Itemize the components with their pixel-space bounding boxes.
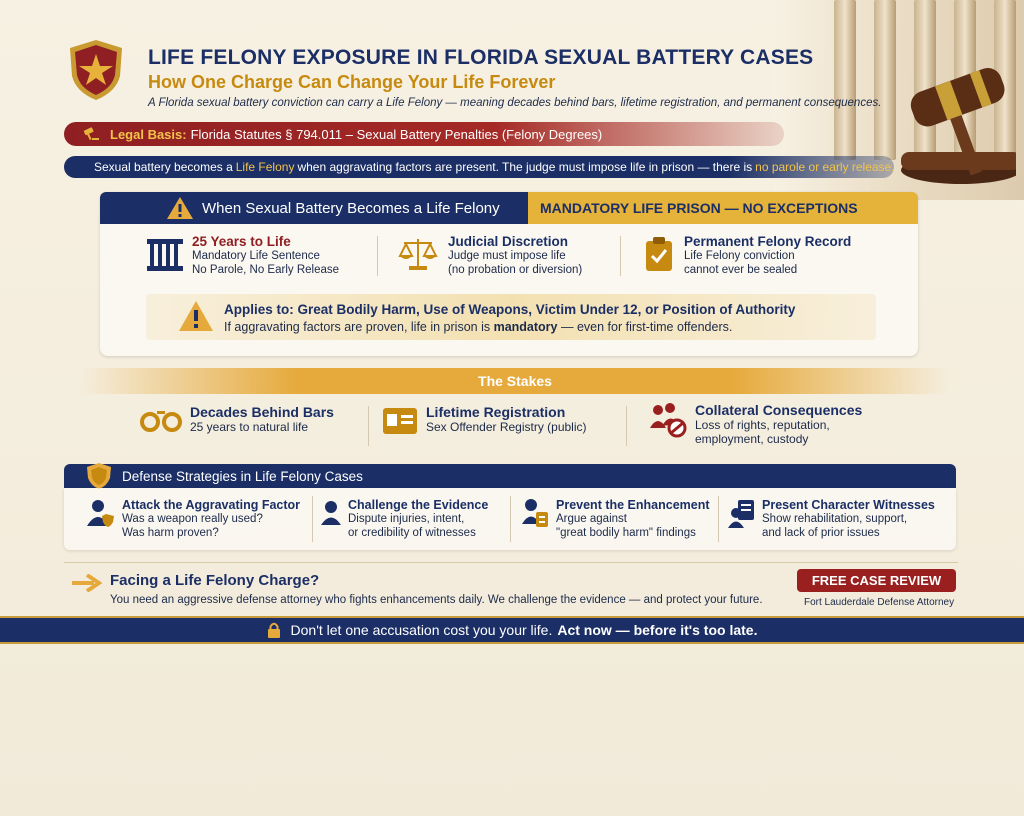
legal-basis-text: Florida Statutes § 794.011 – Sexual Battery Penalties (Felony Degrees)	[190, 126, 603, 142]
applies-text-part: If aggravating factors are proven, life in prison is	[224, 320, 491, 334]
feature-line: Life Felony conviction	[684, 250, 795, 262]
feature-line: (no probation or diversion)	[448, 264, 583, 276]
mandatory-banner: MANDATORY LIFE PRISON — NO EXCEPTIONS	[528, 192, 918, 224]
defense-line: Was a weapon really used?	[122, 513, 263, 525]
page-description: A Florida sexual battery conviction can carry a Life Felony — meaning decades behind bars, lifetime registration, and permanent consequences.	[148, 97, 882, 109]
feature-line: cannot ever be sealed	[684, 264, 798, 276]
info-bar-highlight: Life Felony	[235, 160, 295, 174]
stake-line: 25 years to natural life	[190, 420, 309, 434]
people-prohibited-icon	[648, 402, 688, 438]
person-shield-icon	[86, 498, 116, 528]
feature-title: 25 Years to Life	[192, 234, 291, 249]
defense-line: Dispute injuries, intent,	[348, 513, 465, 525]
cta-text: You need an aggressive defense attorney who fights enhancements daily. We challenge the evidence — and protect your future.	[110, 594, 763, 606]
feature-line: Judge must impose life	[448, 250, 566, 262]
shield-icon	[86, 462, 112, 490]
warning-icon	[166, 196, 194, 220]
gavel-icon	[886, 40, 1016, 190]
defense-line: or credibility of witnesses	[348, 527, 476, 539]
witnesses-icon	[728, 498, 756, 528]
applies-text-part: — even for first-time offenders.	[560, 320, 733, 334]
feature-title: Permanent Felony Record	[684, 234, 852, 249]
feature-line: No Parole, No Early Release	[192, 264, 340, 276]
stake-title: Collateral Consequences	[695, 402, 863, 418]
stake-line: Sex Offender Registry (public)	[426, 420, 587, 434]
defense-line: Show rehabilitation, support,	[762, 513, 908, 525]
stake-collateral	[695, 402, 862, 446]
footer-bar	[0, 616, 1024, 644]
person-icon	[320, 500, 342, 526]
defense-line: and lack of prior issues	[762, 527, 880, 539]
info-bar-text: when aggravating factors are present. The judge must impose life in prison — there is	[297, 160, 753, 174]
scales-icon	[398, 236, 438, 272]
defense-strategies	[64, 488, 956, 550]
stake-registration	[426, 404, 587, 434]
clipboard-check-icon	[644, 236, 674, 272]
gavel-small-icon	[82, 127, 100, 141]
legal-basis-label: Legal Basis:	[110, 126, 187, 142]
stake-title: Lifetime Registration	[426, 404, 566, 420]
stake-line: Loss of rights, reputation,	[695, 418, 830, 432]
defense-title: Present Character Witnesses	[762, 498, 935, 512]
defense-title: Challenge the Evidence	[348, 498, 489, 512]
arrow-right-icon	[72, 574, 102, 592]
card-heading-text: When Sexual Battery Becomes a Life Felony	[202, 199, 500, 217]
feature-line: Mandatory Life Sentence	[192, 250, 320, 262]
defense-heading	[64, 464, 956, 488]
footer-bold: Act now — before it's too late.	[557, 622, 758, 638]
lock-icon	[267, 622, 281, 638]
stakes-heading: The Stakes	[80, 368, 950, 394]
id-card-icon	[382, 406, 418, 436]
feature-discretion	[448, 234, 582, 280]
feature-record	[684, 234, 851, 280]
defense-aggravating	[122, 498, 300, 540]
feature-sentence	[192, 234, 339, 280]
page-subtitle: How One Charge Can Change Your Life Forever	[148, 72, 556, 92]
page-title: LIFE FELONY EXPOSURE IN FLORIDA SEXUAL BATTERY CASES	[148, 46, 814, 69]
defense-title: Attack the Aggravating Factor	[122, 498, 301, 512]
shield-star-icon	[66, 38, 126, 102]
warning-icon	[178, 300, 214, 332]
applies-callout	[146, 294, 876, 340]
prison-bars-icon	[146, 238, 184, 272]
legal-basis-bar	[64, 122, 784, 146]
stake-title: Decades Behind Bars	[190, 404, 334, 420]
stake-decades	[190, 404, 334, 434]
defense-line: Argue against	[556, 513, 627, 525]
applies-title: Applies to: Great Bodily Harm, Use of Weapons, Victim Under 12, or Position of Authority	[224, 302, 796, 317]
defense-heading-text: Defense Strategies in Life Felony Cases	[122, 468, 363, 484]
cta-title: Facing a Life Felony Charge?	[110, 572, 320, 589]
applies-text	[224, 320, 732, 334]
defense-line: "great bodily harm" findings	[556, 527, 696, 539]
defense-evidence	[348, 498, 488, 540]
person-document-icon	[522, 498, 550, 528]
defense-enhancement	[556, 498, 710, 540]
card-heading	[100, 192, 528, 224]
stake-line: employment, custody	[695, 432, 809, 446]
applies-bold: mandatory	[493, 320, 558, 334]
info-bar-highlight: no parole or early release.	[755, 160, 895, 174]
free-case-review-button[interactable]: FREE CASE REVIEW	[797, 569, 956, 592]
info-bar	[64, 156, 894, 178]
life-felony-card	[100, 192, 918, 356]
footer-text: Don't let one accusation cost you your life.	[290, 622, 553, 638]
feature-title: Judicial Discretion	[448, 234, 569, 249]
defense-line: Was harm proven?	[122, 527, 219, 539]
defense-title: Prevent the Enhancement	[556, 498, 710, 512]
defense-witnesses	[762, 498, 935, 540]
info-bar-text: Sexual battery becomes a	[94, 160, 233, 174]
handcuffs-icon	[140, 404, 182, 436]
cta-subtext: Fort Lauderdale Defense Attorney	[804, 597, 955, 608]
